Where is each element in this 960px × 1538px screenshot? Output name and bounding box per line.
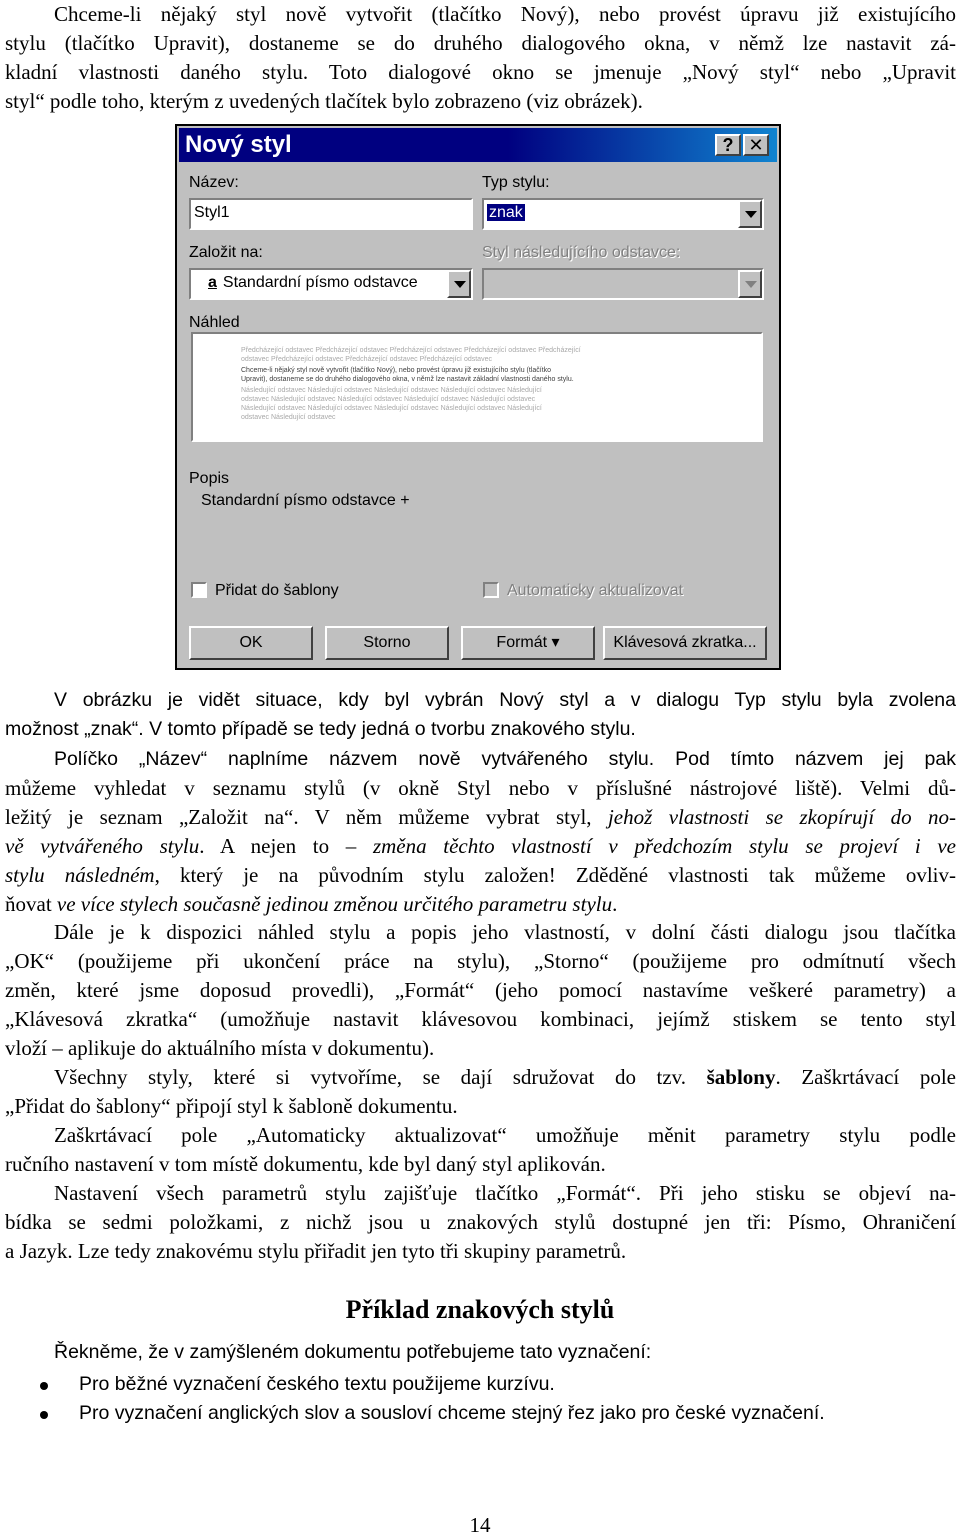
format-button[interactable]	[461, 626, 595, 660]
description-value: Standardní písmo odstavce +	[201, 492, 410, 509]
text-line: „Klávesová zkratka“ (umožňuje nastavit klávesovou kombinaci, jejímž stiskem se tento styl	[5, 1007, 956, 1031]
text-line: bídka se sedmi položkami, z nichž jsou u znakových stylů dostupné jen tři: Písmo, Ohraničení	[5, 1210, 956, 1234]
text-run: Všechny styly, které si vytvoříme, se dají sdružovat do tzv.	[54, 1065, 707, 1089]
shortcut-key-button[interactable]: Klávesová zkratka...	[603, 626, 767, 660]
preview-line: odstavec Následující odstavec Následující odstavec Následující odstavec Následující odstavec	[241, 396, 536, 403]
help-button[interactable]: ?	[715, 134, 741, 156]
new-style-dialog	[175, 124, 781, 670]
chevron-down-icon[interactable]	[447, 270, 471, 298]
close-button[interactable]: ✕	[743, 134, 769, 156]
section-heading: Příklad znakových stylů	[345, 1295, 615, 1324]
text-run: Políčko „Název“ naplníme názvem nově vytvářeného stylu. Pod tímto názvem jej pak	[54, 748, 956, 770]
list-item	[79, 1370, 949, 1399]
text-run: .	[612, 892, 618, 916]
description-label: Popis	[189, 470, 230, 487]
ok-button[interactable]: OK	[189, 626, 313, 660]
text-run: ležitý je seznam „Založit na“. V něm můžeme vybrat styl,	[5, 805, 608, 829]
text-line: můžeme vyhledat v seznamu stylů (v okně Styl nebo v příslušné nástrojové liště). Velmi dů-	[5, 776, 956, 800]
intro-line: kladní vlastnosti daného stylu. Toto dialogové okno se jmenuje „Nový styl“ nebo „Upravit	[5, 60, 956, 84]
text-line: vloží – aplikuje do aktuálního místa v dokumentu).	[5, 1036, 435, 1060]
text-run: . Zaškrtávací pole	[775, 1065, 956, 1089]
intro-line: Chceme-li nějaký styl nově vytvořit (tlačítko Nový), nebo provést úpravu již existujícího	[54, 2, 956, 26]
italic-text: ve více stylech současně jedinou změnou určitého parametru stylu	[56, 892, 613, 916]
text-run: , který je na původním stylu založen! Zděděné vlastnosti tak můžeme ovliv-	[154, 863, 956, 887]
paragraph-templates	[5, 1063, 956, 1121]
style-preview	[191, 332, 763, 442]
bold-text: šablony	[706, 1065, 776, 1089]
bullet-icon	[40, 1411, 48, 1419]
cancel-button[interactable]: Storno	[325, 626, 449, 660]
list-item-text: Pro vyznačení anglických slov a sousloví chceme stejný řez jako pro české vyznačení.	[79, 1402, 825, 1424]
based-on-value: Standardní písmo odstavce	[222, 274, 418, 291]
paragraph-format-button	[5, 1179, 956, 1266]
italic-text: stylu následném	[5, 863, 155, 887]
text-line: ručního nastavení v tom místě dokumentu, kde byl daný styl aplikován.	[5, 1152, 606, 1176]
text-line: Řekněme, že v zamýšleném dokumentu potřebujeme tato vyznačení:	[54, 1341, 652, 1363]
add-to-template-label: Přidat do šablony	[215, 582, 339, 599]
next-style-label: Styl následujícího odstavce:	[482, 244, 681, 261]
text-line: „Přidat do šablony“ připojí styl k šabloně dokumentu.	[5, 1094, 458, 1118]
text-line: V obrázku je vidět situace, kdy byl vybrán Nový styl a v dialogu Typ stylu byla zvolena	[54, 689, 956, 711]
bullet-icon	[40, 1382, 48, 1390]
preview-label: Náhled	[189, 314, 240, 331]
style-type-value: znak	[489, 204, 523, 221]
text-line	[5, 803, 956, 832]
text-line	[5, 861, 956, 890]
name-label: Název:	[189, 174, 239, 191]
based-on-select[interactable]	[189, 268, 473, 300]
intro-line: stylu (tlačítko Upravit), dostaneme se do druhého dialogového okna, v němž lze nastavit zá-	[5, 31, 956, 55]
name-value: Styl1	[194, 204, 230, 221]
italic-text: jehož vlastnosti se zkopírují do no-	[607, 805, 956, 829]
list-item	[79, 1399, 954, 1428]
auto-update-checkbox	[483, 582, 499, 598]
text-line: a Jazyk. Lze tedy znakovému stylu přiřadit jen tyto tři skupiny parametrů.	[5, 1239, 627, 1263]
text-run: ňovat	[5, 892, 57, 916]
preview-line: Předcházející odstavec Předcházející odstavec Předcházející odstavec Předcházející odstavec Předcházející	[241, 347, 581, 354]
paragraph-name-field	[5, 744, 956, 919]
text-line: změn, které jsme doposud provedli), „Formát“ (jeho pomocí nastavíme veškeré parametry) a	[5, 978, 956, 1002]
next-style-select	[482, 268, 764, 300]
chevron-down-icon[interactable]	[738, 200, 762, 228]
preview-line: Následující odstavec Následující odstavec Následující odstavec Následující odstavec Následující	[241, 405, 542, 412]
preview-line: Upravit), dostaneme se do druhého dialogového okna, v němž lze nastavit základní vlastnosti daného stylu.	[241, 376, 574, 383]
preview-line: odstavec Předcházející odstavec Předcházející odstavec Předcházející odstavec	[241, 356, 492, 363]
style-type-label: Typ stylu:	[482, 174, 550, 191]
dialog-title: Nový styl	[185, 131, 292, 158]
format-label: Formát	[496, 634, 548, 651]
character-style-icon: a	[208, 274, 217, 291]
auto-update-label: Automaticky aktualizovat	[507, 582, 684, 599]
intro-paragraph	[5, 0, 956, 116]
italic-text: vě vytvářeného stylu	[5, 834, 200, 858]
dropdown-arrow-icon: ▾	[551, 634, 560, 651]
add-to-template-checkbox[interactable]	[191, 582, 207, 598]
name-input[interactable]	[189, 198, 473, 230]
preview-line: Chceme-li nějaký styl nově vytvořit (tlačítko Nový), nebo provést úpravu již existujícího stylu (tlačítko	[241, 367, 552, 374]
text-line	[5, 1063, 956, 1092]
text-line	[5, 890, 956, 919]
dialog-titlebar	[179, 128, 777, 162]
text-line: Dále je k dispozici náhled stylu a popis jeho vlastností, v dolní části dialogu jsou tlačítka	[54, 920, 956, 944]
page-number: 14	[469, 1513, 491, 1537]
list-item-text: Pro běžné vyznačení českého textu použijeme kurzívu.	[79, 1373, 555, 1395]
paragraph-situation	[5, 686, 956, 744]
text-line: „OK“ (použijeme při ukončení práce na stylu), „Storno“ (použijeme pro odmítnutí všech	[5, 949, 956, 973]
italic-text: změna těchto vlastností v předchozím stylu se projeví i ve	[372, 834, 956, 858]
style-type-select[interactable]	[482, 198, 764, 230]
text-line: Zaškrtávací pole „Automaticky aktualizovat“ umožňuje měnit parametry stylu podle	[54, 1123, 956, 1147]
intro-line: styl“ podle toho, kterým z uvedených tlačítek bylo zobrazeno (viz obrázek).	[5, 89, 643, 113]
preview-line: Následující odstavec Následující odstavec Následující odstavec Následující odstavec Následující	[241, 387, 542, 394]
text-run: . A nejen to –	[199, 834, 373, 858]
section-intro	[5, 1338, 956, 1367]
paragraph-auto-update	[5, 1121, 956, 1179]
preview-line: odstavec Následující odstavec	[241, 414, 336, 421]
text-line: Nastavení všech parametrů stylu zajišťuje tlačítko „Formát“. Při jeho stisku se objeví na-	[54, 1181, 956, 1205]
text-line: možnost „znak“. V tomto případě se tedy jedná o tvorbu znakového stylu.	[5, 718, 636, 740]
text-line	[5, 832, 956, 861]
chevron-down-icon	[738, 270, 762, 298]
paragraph-preview-buttons	[5, 918, 956, 1063]
text-line	[5, 744, 956, 774]
based-on-label: Založit na:	[189, 244, 263, 261]
